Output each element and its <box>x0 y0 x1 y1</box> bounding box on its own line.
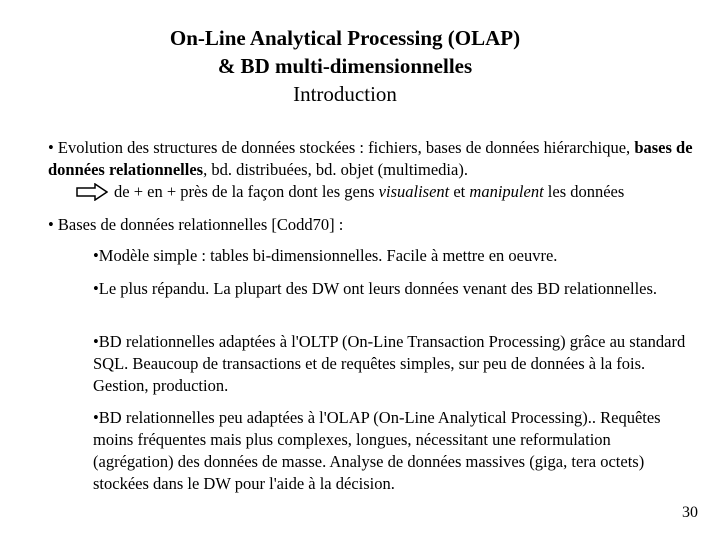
sub-bullet-widespread: •Le plus répandu. La plupart des DW ont leurs données venant des BD relationnelles. <box>93 279 658 298</box>
page-number: 30 <box>682 504 698 521</box>
arrow-text-start: de + en + près de la façon dont les gens <box>114 182 379 201</box>
sub-bullet-olap: •BD relationnelles peu adaptées à l'OLAP (On-Line Analytical Processing).. Requêtes moins fréquentes mais plus complexes, longues, nécessitant une reformulation (agrégation) des données de masse. Analyse de données massives (giga, tera octets) stockées dans le DW pour l'aide à la décision. <box>93 408 661 493</box>
slide-title <box>0 24 690 108</box>
arrow-statement <box>76 181 624 203</box>
right-arrow-outline-icon <box>76 183 108 201</box>
bullet-relational: • Bases de données relationnelles [Codd70] : <box>48 215 344 234</box>
title-line-2: & BD multi-dimensionnelles <box>217 54 473 78</box>
bullet-evolution <box>48 137 698 181</box>
arrow-text-end: les données <box>543 182 625 201</box>
arrow-text-visualisent: visualisent <box>378 182 450 201</box>
bullet-evolution-suffix: , bd. distribuées, bd. objet (multimedia). <box>203 160 468 179</box>
title-line-3: Introduction <box>293 82 397 106</box>
arrow-text-manipulent: manipulent <box>469 182 544 201</box>
sub-bullet-oltp: •BD relationnelles adaptées à l'OLTP (On-Line Transaction Processing) grâce au standard SQL. Beaucoup de transactions et de requêtes simples, sur peu de données à la fois. Gestion, production. <box>93 332 686 395</box>
title-line-1: On-Line Analytical Processing (OLAP) <box>169 26 521 50</box>
sub-bullet-model: •Modèle simple : tables bi-dimensionnelles. Facile à mettre en oeuvre. <box>93 246 558 265</box>
bullet-evolution-prefix: • Evolution des structures de données stockées : fichiers, bases de données hiérarchique, <box>48 138 635 157</box>
bullet-evolution-bold: bases de données relationnelles <box>48 138 693 179</box>
arrow-text-mid: et <box>449 182 470 201</box>
